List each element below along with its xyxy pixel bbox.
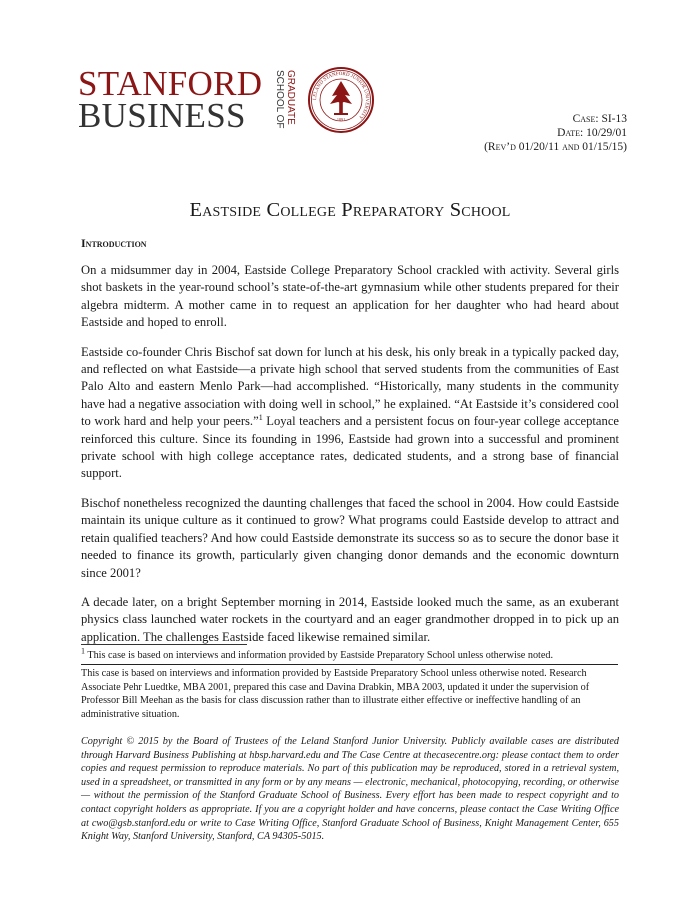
case-date-line (484, 126, 627, 140)
stanford-gsb-logo (78, 66, 378, 136)
paragraph-1: On a midsummer day in 2004, Eastside College Preparatory School crackled with activity. Several girls shot baskets in the year-round school’s state-of-the-art gymnasium while other students prepared for their algebra midterm. A mother came in to request an application for her daughter who had heard about Eastside and hoped to enroll. (81, 263, 619, 330)
body-text (81, 262, 619, 658)
case-info (484, 112, 627, 154)
seal-ring-text: LELAND STANFORD JUNIOR UNIVERSITY (312, 71, 370, 120)
date-label: Date: (557, 127, 584, 139)
logo-vertical-text (273, 70, 307, 134)
case-number-line (484, 112, 627, 126)
case-note: This case is based on interviews and information provided by Eastside Preparatory School unless otherwise noted. Research Associate Pehr Luedtke, MBA 2001, prepared this case and Davina Drabkin, MBA 2003, updated it under the supervision of Professor Bill Meehan as the basis for class discussion rather than to illustrate either effective or ineffective handling of an administrative situation. (81, 668, 590, 720)
copyright-notice: Copyright © 2015 by the Board of Trustees of the Leland Stanford Junior University. Publicly available cases are distributed through Harvard Business Publishing at hbsp.harvard.edu and The Case Centre at thecasecentre.org: please contact them to order copies and request permission to reproduce materials. No part of this publication may be reproduced, stored in a retrieval system, used in a spreadsheet, or transmitted in any form or by any means — electronic, mechanical, photocopying, recording, or otherwise — without the permission of the Stanford Graduate School of Business. Every effort has been made to respect copyright and to contact copyright holders as appropriate. If you are a copyright holder and have concerns, please contact the Case Writing Office at cwo@gsb.stanford.edu or write to Case Writing Office, Stanford Graduate School of Business, Knight Management Center, 655 Knight Way, Stanford University, Stanford, CA 94305-5015. (81, 736, 619, 843)
document-title: Eastside College Preparatory School (189, 199, 511, 221)
logo-word-stanford: STANFORD (78, 64, 263, 103)
stanford-seal-icon (307, 66, 375, 134)
footnote-mark: 1 (81, 646, 85, 656)
paragraph-2-rest: Loyal teachers and a persistent focus on four-year college acceptance reinforced this culture. Since its founding in 1996, Eastside had grown into a successful and prominent private school with high college acceptance rates, dedicated students, and a strong base of financial support. (81, 414, 619, 481)
logo-word-business: BUSINESS (78, 96, 246, 135)
footnote-text: This case is based on interviews and information provided by Eastside Preparatory School unless otherwise noted. (85, 650, 554, 661)
footnote-divider (81, 644, 247, 645)
case-number: SI-13 (601, 113, 627, 125)
logo-vertical-graduate: GRADUATE (285, 70, 296, 125)
case-date: 10/29/01 (586, 127, 627, 139)
logo-vertical-school-of: SCHOOL OF (274, 70, 285, 129)
footnote-reference: 1 (258, 413, 263, 423)
paragraph-2 (81, 344, 619, 483)
section-heading: Introduction (81, 236, 147, 250)
seal-year: 1891 (336, 117, 346, 122)
case-revision: (Rev’d 01/20/11 and 01/15/15) (484, 141, 627, 153)
paragraph-4: A decade later, on a bright September morning in 2014, Eastside looked much the same, as an exuberant physics class launched water rockets in the courtyard and an eager grandmother dropped in to pick up an application. The challenges Eastside faced likewise remained similar. (81, 594, 619, 644)
footnote-underline (81, 664, 618, 665)
paragraph-2-main: Eastside co-founder Chris Bischof sat down for lunch at his desk, his only break in a typically packed day, and reflected on what Eastside—a private high school that served students from the communities of East Palo Alto and eastern Menlo Park—had accomplished. “Historically, many students in the community have had a negative association with doing well in school,” he explained. “At Eastside it’s considered cool to work hard and help your peers.” (81, 344, 619, 429)
case-label: Case: (572, 113, 599, 125)
footnote (81, 646, 621, 662)
paragraph-3: Bischof nonetheless recognized the daunting challenges that faced the school in 2004. How could Eastside maintain its unique culture as it continued to grow? What programs could Eastside develop to attract and retain qualified teachers? And how could Eastside demonstrate its success so as to secure the donor base it needed to finance its growth, particularly given changing donor demands and the economic downturn since 2001? (81, 495, 619, 580)
